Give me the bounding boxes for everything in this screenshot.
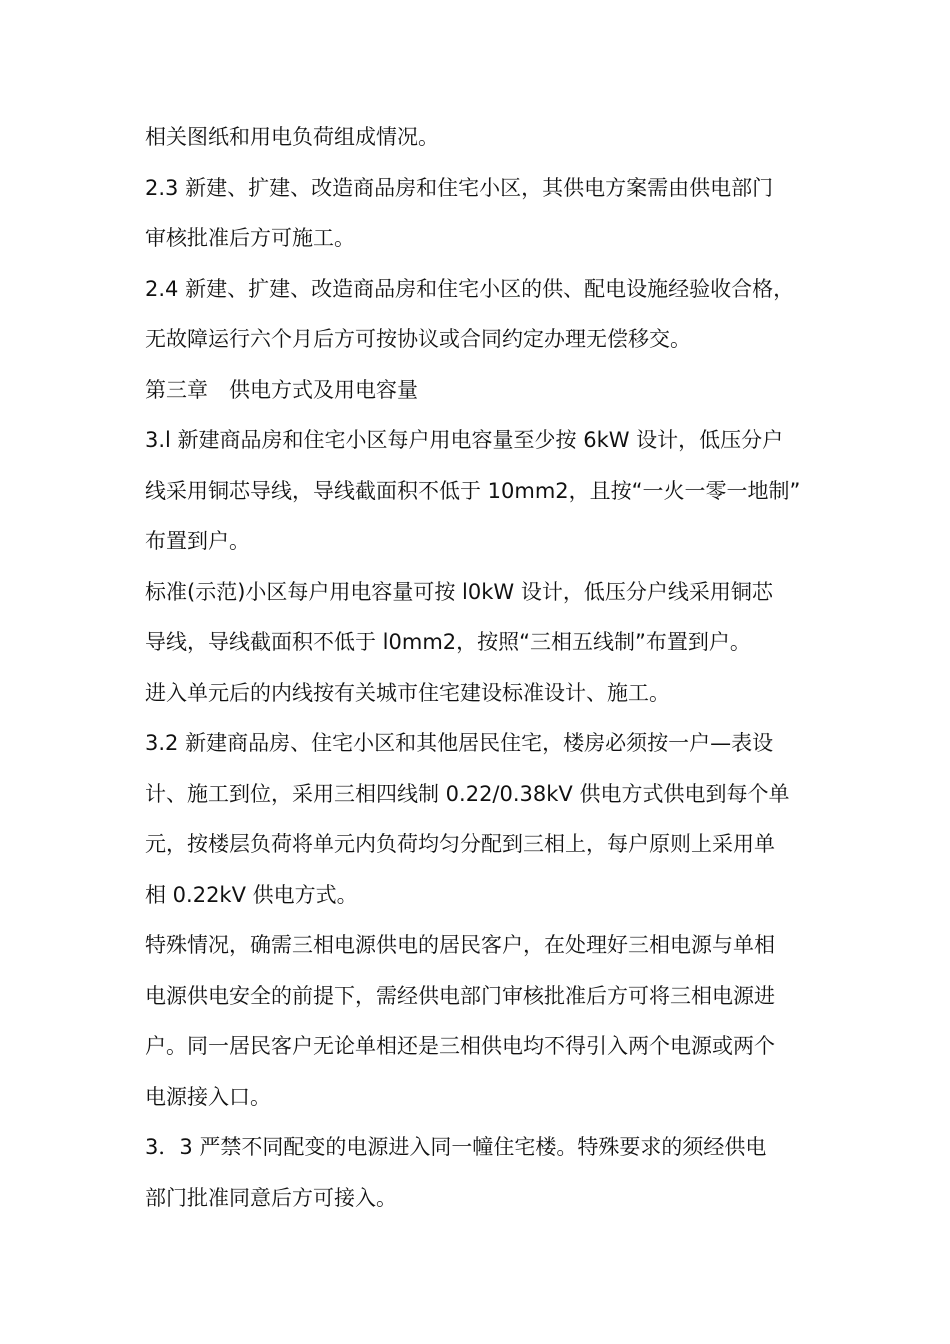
chapter-heading: 第三章 供电方式及用电容量 xyxy=(145,377,418,402)
text-line: 相 0.22kV 供电方式。 xyxy=(145,882,358,907)
text-line: 无故障运行六个月后方可按协议或合同约定办理无偿移交。 xyxy=(145,327,691,351)
text-line: 2.3 新建、扩建、改造商品房和住宅小区，其供电方案需由供电部门 xyxy=(145,175,774,200)
document-page xyxy=(145,112,810,1223)
text-line: 线采用铜芯导线，导线截面积不低于 10mm2，且按“一火一零一地制” xyxy=(145,478,801,503)
text-line: 审核批准后方可施工。 xyxy=(145,226,355,250)
text-line: 导线，导线截面积不低于 l0mm2，按照“三相五线制”布置到户。 xyxy=(145,630,751,654)
text-line: 2.4 新建、扩建、改造商品房和住宅小区的供、配电设施经验收合格， xyxy=(145,276,795,301)
text-line: 户。同一居民客户无论单相还是三相供电均不得引入两个电源或两个 xyxy=(145,1034,775,1058)
text-line: 电源供电安全的前提下，需经供电部门审核批准后方可将三相电源进 xyxy=(145,983,775,1008)
text-line: 计、施工到位，采用三相四线制 0.22/0.38kV 供电方式供电到每个单 xyxy=(145,781,790,806)
text-line: 部门批准同意后方可接入。 xyxy=(145,1185,397,1210)
text-line: 3．3 严禁不同配变的电源进入同一幢住宅楼。特殊要求的须经供电 xyxy=(145,1135,767,1159)
text-line: 进入单元后的内线按有关城市住宅建设标准设计、施工。 xyxy=(145,680,670,705)
text-line: 3.l 新建商品房和住宅小区每户用电容量至少按 6kW 设计，低压分户 xyxy=(145,428,784,452)
text-line: 电源接入口。 xyxy=(145,1084,271,1109)
text-line: 元，按楼层负荷将单元内负荷均匀分配到三相上，每户原则上采用单 xyxy=(145,832,775,856)
text-line: 标准(示范)小区每户用电容量可按 l0kW 设计，低压分户线采用铜芯 xyxy=(145,579,773,604)
text-line: 布置到户。 xyxy=(145,529,250,553)
text-line: 特殊情况，确需三相电源供电的居民客户，在处理好三相电源与单相 xyxy=(145,933,775,957)
text-line: 3.2 新建商品房、住宅小区和其他居民住宅，楼房必须按一户—表设 xyxy=(145,731,774,755)
text-line: 相关图纸和用电负荷组成情况。 xyxy=(145,125,439,149)
